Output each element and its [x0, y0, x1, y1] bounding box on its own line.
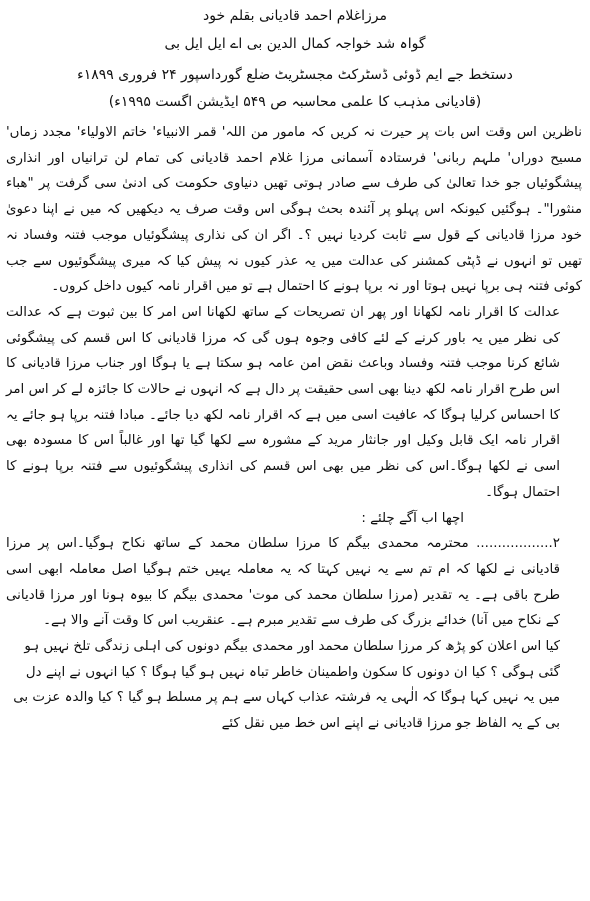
author-signature-line: مرزاغلام احمد قادیانی بقلم خود — [203, 8, 387, 24]
paragraph: ۲.................. محترمہ محمدی بیگم کا مرزا سلطان محمد کے ساتھ نکاح ہوگیا۔اس پر مرزا قادیانی نے لکھا کہ ام تم سے یہ نہیں کہتا کہ یہ معاملہ یہیں ختم ہوگیا اصل معاملہ ابھی اسی طرح باقی ہے۔ یہ تقدیر (مرزا سلطان محمد کی موت' محمدی بیگم کا بیوہ ہونا اور مرزا قادیانی کے نکاح میں آنا) خدائے بزرگ کی طرف سے تقدیر مبرم ہے۔ عنقریب اس کا وقت آنے والا ہے۔ — [6, 536, 560, 629]
body-text — [6, 120, 582, 737]
reference-line: (قادیانی مذہب کا علمی محاسبہ ص ۵۴۹ ایڈیشن اگست ۱۹۹۵ء) — [108, 94, 482, 110]
witness-line: گواہ شد خواجہ کمال الدین بی اے ایل ایل بی — [164, 36, 426, 52]
paragraph: عدالت کا اقرار نامہ لکھانا اور پھر ان تصریحات کے ساتھ لکھانا اس امر کا بین ثبوت ہے کہ عدالت کی نظر میں یہ باور کرنے کے لئے کافی وجوہ ہوں گی کہ مرزا قادیانی کا اس قسم کی پیشگوئی شائع کرنا موجب فتنہ وفساد وباعث نقض امن عامہ ہو سکتا ہے یا ہوگا اور جناب مرزا قادیانی کا اس طرح اقرار نامہ لکھ دینا بھی اسی حقیقت پر دال ہے کہ انہوں نے حالات کا جائزہ لے کر اس امر کا احساس کرلیا ہوگا کہ عافیت اسی میں ہے کہ اقرار نامہ لکھ دیا جائے۔ مبادا فتنہ برپا ہو جائے یہ اقرار نامہ ایک قابل وکیل اور جانثار مرید کے مشورہ سے لکھا گیا تھا اور غالباً اس کا مسودہ بھی اسی نے لکھا ہوگا۔اس کی نظر میں بھی اس قسم کی انذاری پیشگوئیوں سے فتنہ برپا ہونے کا احتمال ہوگا۔ — [6, 304, 560, 500]
section-heading: اچھا اب آگے چلئے : — [361, 510, 464, 526]
paragraph: کیا اس اعلان کو پڑھ کر مرزا سلطان محمد اور محمدی بیگم دونوں کی اہلی زندگی تلخ نہیں ہو گئی ہوگی ؟ کیا ان دونوں کا سکون واطمینان خاطر تباہ نہیں ہو گیا ہوگا ؟ کیا انہوں نے اپنے دل میں یہ نہیں کہا ہوگا کہ الٰہی یہ فرشتہ عذاب کہاں سے ہم پر مسلط ہو گیا ؟ کیا والدہ عزت بی بی کے یہ الفاظ جو مرزا قادیانی نے اپنے اس خط میں نقل کئے — [13, 639, 560, 732]
magistrate-signature-line: دستخط جے ایم ڈوئی ڈسٹرکٹ مجسٹریٹ ضلع گورداسپور ۲۴ فروری ۱۸۹۹ء — [77, 67, 513, 83]
paragraph: ناظرین اس وقت اس بات پر حیرت نہ کریں کہ مامور من اللہ' قمر الانبیاء' خاتم الاولیاء' مجدد زماں' مسیح دوراں' ملہم ربانی' فرستادہ آسمانی مرزا غلام احمد قادیانی کی تمام لن ترانیاں اور انذاری پیشگوئیاں جو خدا تعالیٰ کی طرف سے صادر ہوتی تھیں دنیاوی حکومت کی ادنیٰ سی گرفت پر "ھباء منثورا"۔ ہوگئیں کیونکہ اس پہلو پر آئندہ بحث ہوگی اس وقت صرف یہ دیکھیں کہ میں نے اپنا دعویٰ خود مرزا قادیانی کے قول سے ثابت کردیا نہیں ؟۔ اگر ان کی نذاری پیشگوئیاں موجب فتنہ وفساد نہ تھیں تو انہوں نے ڈپٹی کمشنر کی عدالت میں یہ عذر کیوں نہ پیش کیا کہ میری پیشگوئیوں سے جب کوئی فتنہ ہی برپا نہیں ہوتا اور نہ برپا ہونے کا احتمال ہے تو میں اقرار نامہ کیوں داخل کروں۔ — [6, 125, 582, 295]
